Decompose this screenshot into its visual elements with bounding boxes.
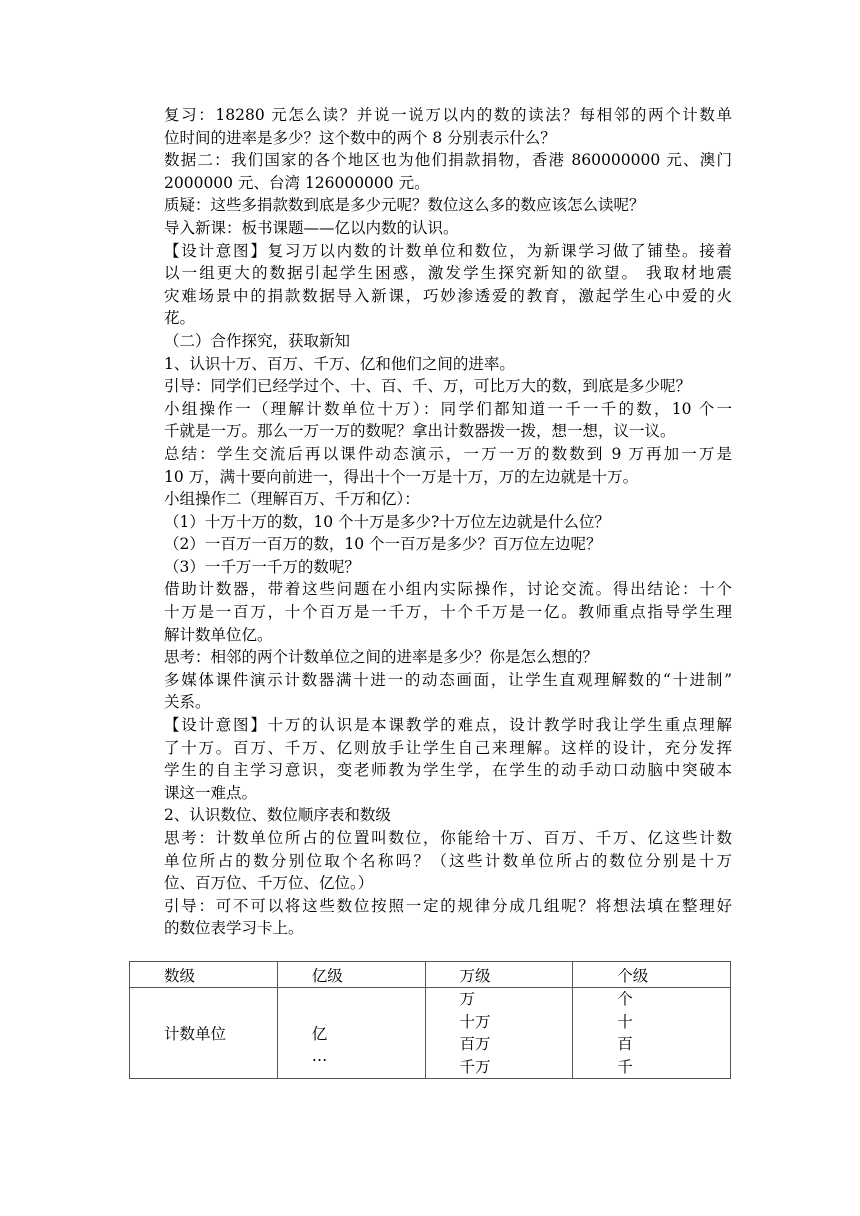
header-cell: 万级 xyxy=(425,962,573,988)
text-line: 小组操作二（理解百万、千万和亿）： xyxy=(164,490,420,509)
yi-level-cell xyxy=(277,988,425,1079)
paragraph xyxy=(164,827,732,895)
paragraph xyxy=(164,443,732,488)
paragraph xyxy=(164,375,732,398)
text-line: 课这一难点。 xyxy=(164,783,258,802)
paragraph xyxy=(164,330,732,353)
text-line: 【设计意图】十万的认识是本课教学的难点，设计教学时我让学生重点理解 xyxy=(164,716,732,735)
unit-text: … xyxy=(311,1047,328,1066)
unit-text: 千万 xyxy=(459,1057,491,1076)
wan-level-cell xyxy=(425,988,573,1079)
unit-text: 千 xyxy=(617,1057,633,1076)
text-line: 【设计意图】复习万以内数的计数单位和数位，为新课学习做了铺垫。接着 xyxy=(164,241,732,260)
text-line: 小组操作一（理解计数单位十万）：同学们都知道一千一千的数，10 个一 xyxy=(164,399,732,418)
text-line: 十万是一百万，十个百万是一千万，十个千万是一亿。教师重点指导学生理 xyxy=(164,603,732,622)
document-body xyxy=(164,104,732,940)
text-line: 2、认识数位、数位顺序表和数级 xyxy=(164,806,391,825)
text-line: 数据二：我们国家的各个地区也为他们捐款捐物，香港 860000000 元、澳门 xyxy=(164,151,732,170)
paragraph xyxy=(164,511,732,534)
paragraph xyxy=(164,398,732,443)
text-line: 学生的自主学习意识，变老师教为学生学，在学生的动手动口动脑中突破本 xyxy=(164,761,732,780)
text-line: 花。 xyxy=(164,309,196,328)
text-line: 借助计数器，带着这些问题在小组内实际操作，讨论交流。得出结论：十个 xyxy=(164,580,732,599)
number-level-table xyxy=(129,961,731,1079)
ge-level-cell xyxy=(573,988,731,1079)
text-line: 灾难场景中的捐款数据导入新课，巧妙渗透爱的教育，激起学生心中爱的火 xyxy=(164,286,732,305)
paragraph xyxy=(164,578,732,646)
row-label: 计数单位 xyxy=(130,988,278,1079)
text-line: 总结：学生交流后再以课件动态演示，一万一万的数数到 9 万再加一万是 xyxy=(164,444,732,463)
table-row xyxy=(130,988,731,1079)
text-line: 引导：同学们已经学过个、十、百、千、万，可比万大的数，到底是多少呢？ xyxy=(164,377,692,396)
text-line: 思考：计数单位所占的位置叫数位，你能给十万、百万、千万、亿这些计数 xyxy=(164,829,732,847)
unit-text: 十万 xyxy=(459,1012,491,1031)
table-header-row xyxy=(130,962,731,988)
text-line: 位时间的进率是多少？这个数中的两个 8 分别表示什么？ xyxy=(164,128,556,147)
unit-text: 亿 xyxy=(311,1024,328,1043)
paragraph xyxy=(164,240,732,330)
text-line: 思考：相邻的两个计数单位之间的进率是多少？你是怎么想的？ xyxy=(164,648,599,667)
text-line: （3）一千万一千万的数呢？ xyxy=(164,557,360,576)
text-line: 解计数单位亿。 xyxy=(164,625,273,644)
header-cell: 个级 xyxy=(573,962,731,988)
paragraph xyxy=(164,804,732,827)
header-cell: 亿级 xyxy=(277,962,425,988)
text-line: （1）十万十万的数，10 个十万是多少?十万位左边就是什么位？ xyxy=(164,512,610,531)
paragraph xyxy=(164,669,732,714)
text-line: 位、百万位、千万位、亿位。） xyxy=(164,874,374,893)
paragraph xyxy=(164,488,732,511)
header-cell: 数级 xyxy=(130,962,278,988)
paragraph xyxy=(164,714,732,804)
text-line: 1、认识十万、百万、千万、亿和他们之间的进率。 xyxy=(164,354,515,373)
text-line: 以一组更大的数据引起学生困惑，激发学生探究新知的欲望。 我取材地震 xyxy=(164,264,732,283)
paragraph xyxy=(164,556,732,579)
text-line: （2）一百万一百万的数，10 个一百万是多少？百万位左边呢？ xyxy=(164,535,602,554)
text-line: 10 万，满十要向前进一，得出十个一万是十万，万的左边就是十万。 xyxy=(164,467,639,486)
paragraph xyxy=(164,353,732,376)
text-line: 2000000 元、台湾 126000000 元。 xyxy=(164,173,430,192)
text-line: 导入新课：板书课题——亿以内数的认识。 xyxy=(164,218,459,237)
unit-text: 万 xyxy=(459,990,476,1008)
text-line: 千就是一万。那么一万一万的数呢？拿出计数器拨一拨，想一想，议一议。 xyxy=(164,422,676,441)
text-line: （二）合作探究，获取新知 xyxy=(164,331,351,350)
paragraph xyxy=(164,149,732,194)
text-line: 质疑：这些多捐款数到底是多少元呢？数位这么多的数应该怎么读呢？ xyxy=(164,196,645,215)
text-line: 单位所占的数分别位取个名称吗？（这些计数单位所占的数位分别是十万 xyxy=(164,851,732,870)
unit-text: 个 xyxy=(617,990,633,1008)
paragraph xyxy=(164,217,732,240)
text-line: 多媒体课件演示计数器满十进一的动态画面，让学生直观理解数的“十进制” xyxy=(164,670,732,689)
paragraph xyxy=(164,895,732,940)
text-line: 引导：可不可以将这些数位按照一定的规律分成几组呢？将想法填在整理好 xyxy=(164,896,732,915)
paragraph xyxy=(164,533,732,556)
text-line: 的数位表学习卡上。 xyxy=(164,919,304,938)
unit-text: 十 xyxy=(617,1012,633,1031)
text-line: 了十万。百万、千万、亿则放手让学生自己来理解。这样的设计，充分发挥 xyxy=(164,738,732,757)
unit-text: 百 xyxy=(617,1035,633,1054)
text-line: 关系。 xyxy=(164,693,211,712)
paragraph xyxy=(164,646,732,669)
text-line: 复习：18280 元怎么读？并说一说万以内的数的读法？每相邻的两个计数单 xyxy=(164,106,732,124)
unit-text: 百万 xyxy=(459,1035,491,1054)
paragraph xyxy=(164,104,732,149)
paragraph xyxy=(164,194,732,217)
